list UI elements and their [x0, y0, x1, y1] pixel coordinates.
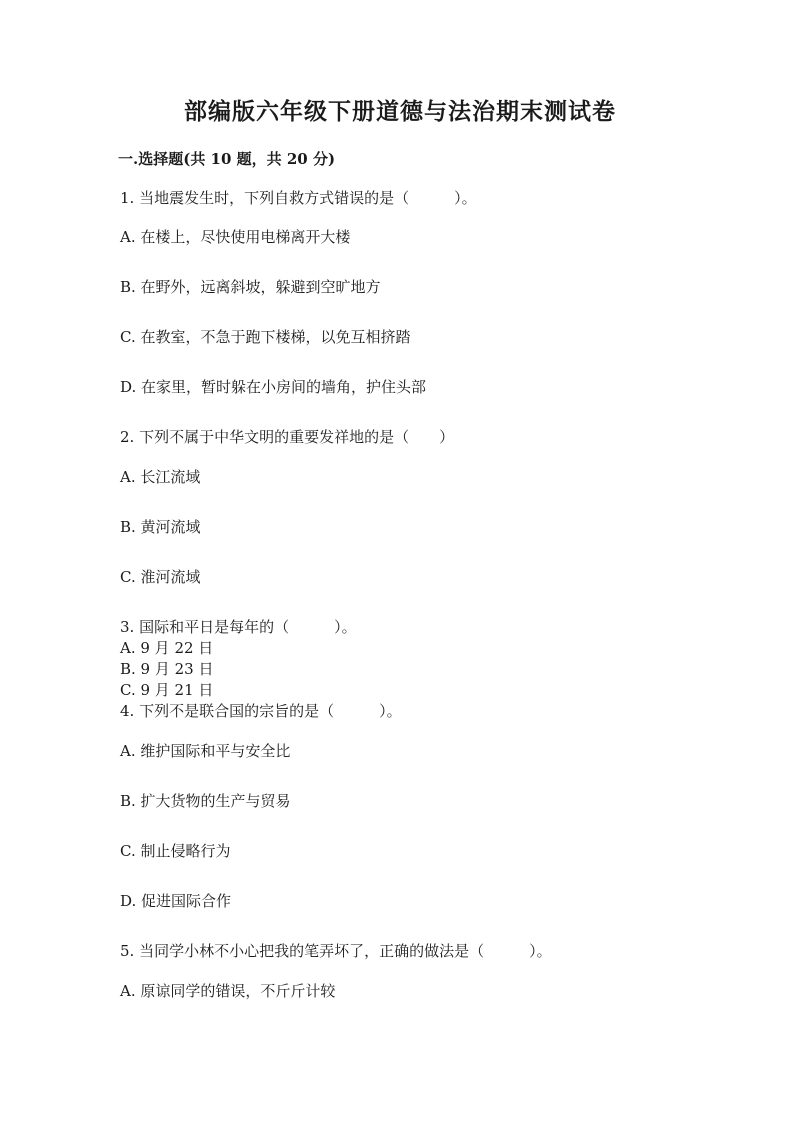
question-1-stem: 1. 当地震发生时，下列自救方式错误的是（ ）。: [120, 189, 477, 207]
section-heading: 一.选择题(共 10 题，共 20 分): [118, 150, 336, 168]
question-2-stem: 2. 下列不属于中华文明的重要发祥地的是（ ）: [120, 428, 455, 446]
question-3-option-c: C. 9 月 21 日: [120, 681, 214, 699]
question-4-option-b: B. 扩大货物的生产与贸易: [120, 792, 291, 810]
question-4-option-a: A. 维护国际和平与安全比: [120, 742, 291, 760]
question-1-option-c: C. 在教室，不急于跑下楼梯，以免互相挤踏: [120, 328, 411, 346]
question-5-option-a: A. 原谅同学的错误，不斤斤计较: [120, 982, 336, 1000]
question-1-option-d: D. 在家里，暂时躲在小房间的墙角，护住头部: [120, 378, 427, 396]
question-4-option-d: D. 促进国际合作: [120, 892, 232, 910]
question-3-option-b: B. 9 月 23 日: [120, 660, 214, 678]
question-4-option-c: C. 制止侵略行为: [120, 842, 231, 860]
question-2-option-b: B. 黄河流域: [120, 518, 201, 536]
question-2-option-a: A. 长江流域: [120, 468, 201, 486]
question-5-stem: 5. 当同学小林不小心把我的笔弄坏了，正确的做法是（ ）。: [120, 942, 552, 960]
question-2-option-c: C. 淮河流域: [120, 568, 201, 586]
question-3-option-a: A. 9 月 22 日: [120, 639, 214, 657]
question-1-option-a: A. 在楼上，尽快使用电梯离开大楼: [120, 228, 351, 246]
question-4-stem: 4. 下列不是联合国的宗旨的是（ ）。: [120, 702, 402, 720]
question-1-option-b: B. 在野外，远离斜坡，躲避到空旷地方: [120, 278, 381, 296]
exam-title: 部编版六年级下册道德与法治期末测试卷: [184, 98, 616, 125]
question-3-stem: 3. 国际和平日是每年的（ ）。: [120, 618, 357, 636]
